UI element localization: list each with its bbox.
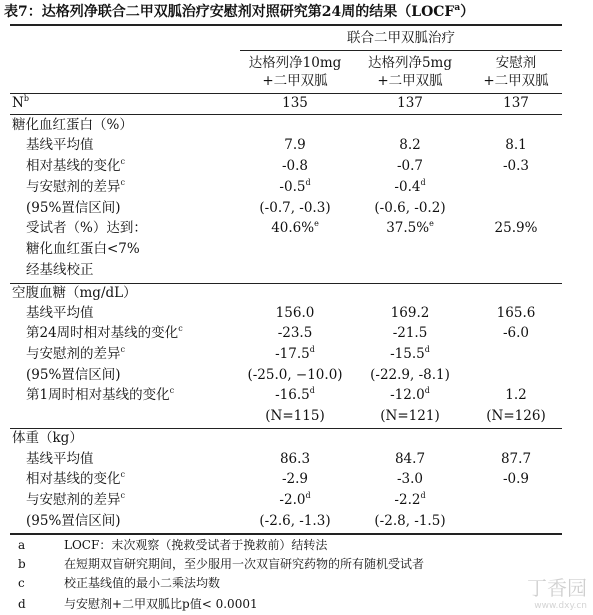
fpg-change1-label: 第1周时相对基线的变化$^c$ — [26, 386, 175, 403]
fpg-diff-col1: -17.5$^d$ — [275, 345, 315, 362]
fpg-change24-col3: -6.0 — [502, 325, 530, 341]
group-header: 联合二甲双胍治疗 — [347, 30, 455, 46]
weight-diff-col2: -2.2$^d$ — [394, 491, 426, 508]
hba1c-section-rule — [10, 283, 562, 284]
hba1c-diff-col2: -0.4$^d$ — [394, 178, 426, 195]
fpg-change24-col1: -23.5 — [277, 325, 313, 341]
hba1c-ci-col1: (-0.7, -0.3) — [259, 200, 331, 216]
fpg-ci-col2: (-22.9, -8.1) — [370, 367, 450, 383]
col3-header-line1: 安慰剂 — [495, 55, 537, 71]
col2-header-line1: 达格列净5mg — [367, 55, 453, 71]
footnote-a: a LOCF：末次观察（挽救受试者于挽救前）结转法 — [18, 538, 328, 552]
fpg-change24-col2: -21.5 — [392, 325, 428, 341]
n-row-col2: 137 — [397, 95, 423, 111]
fpg-baseline-col3: 165.6 — [496, 305, 536, 321]
watermark — [527, 572, 587, 611]
col1-header-line1: 达格列净10mg — [248, 55, 342, 71]
hba1c-baseline-label: 基线平均值 — [26, 137, 94, 153]
hba1c-reach-label-2: 糖化血红蛋白<7% — [26, 241, 140, 257]
header-bottom-rule — [10, 93, 562, 94]
fpg-n-col1: (N=115) — [265, 408, 325, 424]
hba1c-baseline-col3: 8.1 — [505, 137, 527, 153]
hba1c-change-label: 相对基线的变化$^c$ — [26, 157, 125, 174]
hba1c-reach-col2: 37.5%$^e$ — [386, 219, 434, 236]
hba1c-ci-col2: (-0.6, -0.2) — [374, 200, 446, 216]
hba1c-reach-col3: 25.9% — [494, 220, 538, 236]
weight-ci-col2: (-2.8, -1.5) — [374, 513, 446, 529]
weight-baseline-col2: 84.7 — [394, 451, 426, 467]
n-row-col3: 137 — [503, 95, 529, 111]
hba1c-reach-label-1: 受试者（%）达到： — [26, 220, 147, 236]
watermark-url: www.dxy.cn — [534, 601, 587, 611]
footnote-d: d 与安慰剂+二甲双胍比p值< 0.0001 — [18, 597, 258, 611]
weight-ci-label: (95%置信区间) — [26, 513, 121, 529]
fpg-change24-label: 第24周时相对基线的变化$^c$ — [26, 324, 183, 341]
col3-header-line2: +二甲双胍 — [483, 73, 549, 89]
fpg-change1-col1: -16.5$^d$ — [275, 386, 315, 403]
watermark-main: 丁香园 — [527, 576, 587, 600]
fpg-n-col3: (N=126) — [486, 408, 546, 424]
weight-baseline-col3: 87.7 — [500, 451, 532, 467]
group-rule — [240, 50, 562, 51]
fpg-baseline-label: 基线平均值 — [26, 305, 94, 321]
fpg-ci-col1: (-25.0, −10.0) — [247, 367, 343, 383]
fpg-section-rule — [10, 428, 562, 429]
col1-header-line2: +二甲双胍 — [262, 73, 328, 89]
fpg-diff-label: 与安慰剂的差异$^c$ — [26, 345, 125, 362]
hba1c-change-col1: -0.8 — [281, 158, 309, 174]
weight-baseline-col1: 86.3 — [279, 451, 311, 467]
fpg-change1-col2: -12.0$^d$ — [390, 386, 430, 403]
fpg-diff-col2: -15.5$^d$ — [390, 345, 430, 362]
top-rule — [10, 24, 562, 26]
weight-change-col2: -3.0 — [396, 471, 424, 487]
n-row-col1: 135 — [282, 95, 308, 111]
footnote-b: b 在短期双盲研究期间，至少服用一次双盲研究药物的所有随机受试者 — [18, 557, 425, 571]
fpg-baseline-col1: 156.0 — [275, 305, 315, 321]
hba1c-baseline-col1: 7.9 — [284, 137, 306, 153]
fpg-baseline-col2: 169.2 — [390, 305, 430, 321]
hba1c-diff-col1: -0.5$^d$ — [279, 178, 311, 195]
weight-baseline-label: 基线平均值 — [26, 451, 94, 467]
fpg-section-title: 空腹血糖（mg/dL） — [12, 285, 137, 301]
hba1c-change-col3: -0.3 — [502, 158, 530, 174]
n-row-label: $N^b$ — [12, 94, 29, 111]
weight-section-title: 体重（kg） — [12, 430, 83, 446]
weight-diff-label: 与安慰剂的差异$^c$ — [26, 491, 125, 508]
bottom-rule — [10, 533, 562, 535]
hba1c-change-col2: -0.7 — [396, 158, 424, 174]
footnote-c: c 校正基线值的最小二乘法均数 — [18, 576, 221, 590]
weight-ci-col1: (-2.6, -1.3) — [259, 513, 331, 529]
n-row-rule — [10, 114, 562, 115]
hba1c-baseline-col2: 8.2 — [399, 137, 421, 153]
weight-change-col1: -2.9 — [281, 471, 309, 487]
hba1c-diff-label: 与安慰剂的差异$^c$ — [26, 178, 125, 195]
fpg-change1-col3: 1.2 — [505, 387, 527, 403]
fpg-n-col2: (N=121) — [380, 408, 440, 424]
col2-header-line2: +二甲双胍 — [377, 73, 443, 89]
fpg-ci-label: (95%置信区间) — [26, 367, 121, 383]
hba1c-reach-col1: 40.6%$^e$ — [271, 219, 319, 236]
weight-diff-col1: -2.0$^d$ — [279, 491, 311, 508]
weight-change-label: 相对基线的变化$^c$ — [26, 470, 125, 487]
weight-change-col3: -0.9 — [502, 471, 530, 487]
table-title: 表7：达格列净联合二甲双胍治疗安慰剂对照研究第24周的结果（LOCF$^a$） — [4, 3, 475, 20]
hba1c-ci-label: (95%置信区间) — [26, 200, 121, 216]
hba1c-reach-label-3: 经基线校正 — [26, 262, 94, 278]
hba1c-section-title: 糖化血红蛋白（%） — [12, 117, 133, 133]
